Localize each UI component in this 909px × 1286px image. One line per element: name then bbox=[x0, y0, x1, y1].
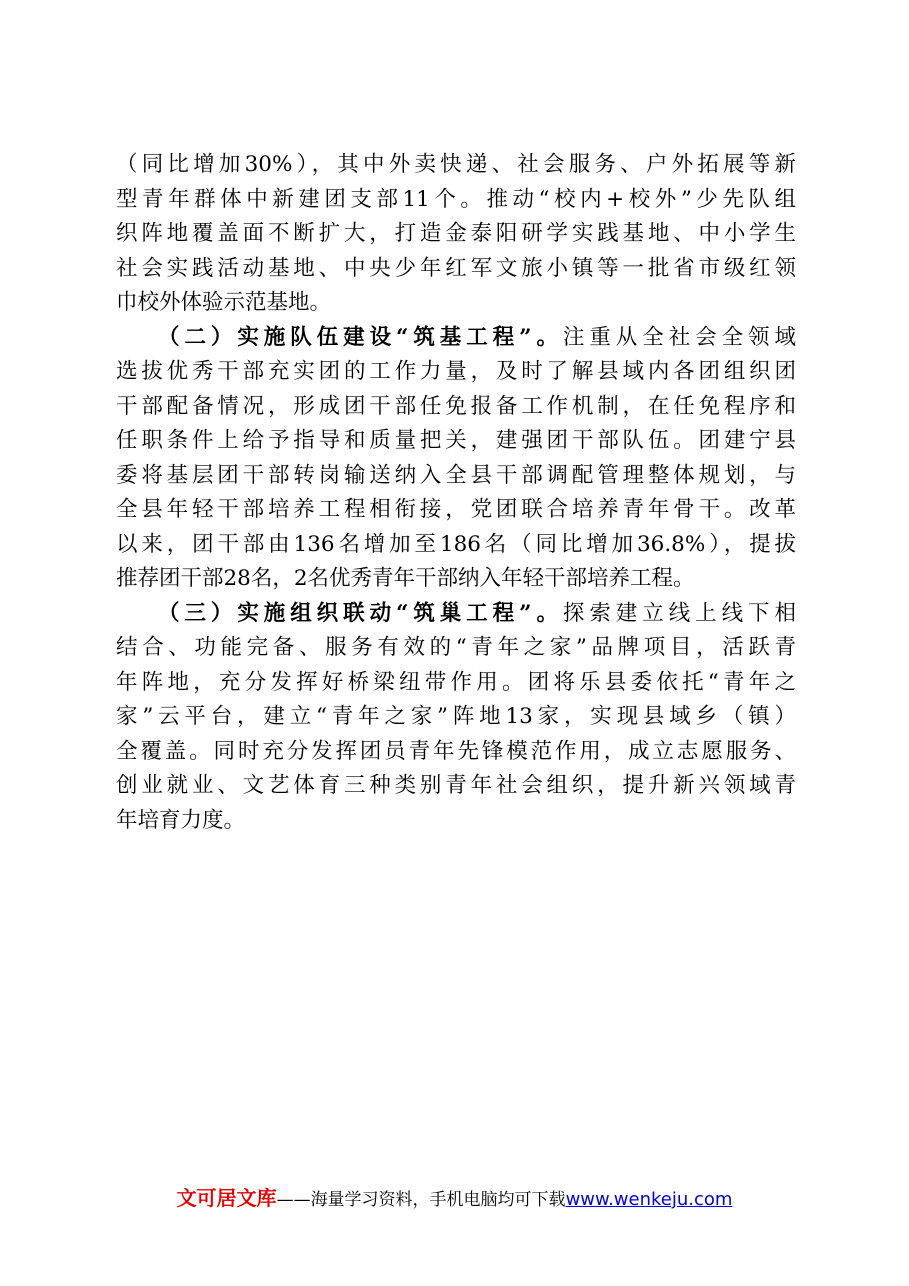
paragraph-line: 型青年群体中新建团支部11个。推动“校内+校外”少先队组 bbox=[116, 186, 796, 212]
footer-dash: —— bbox=[276, 1190, 311, 1210]
paragraph-line: 选拔优秀干部充实团的工作力量，及时了解县域内各团组织团 bbox=[116, 359, 796, 384]
footer-banner bbox=[0, 1182, 909, 1211]
footer-link[interactable]: www.wenkeju.com bbox=[565, 1189, 733, 1210]
paragraph-line: 推荐团干部28名，2名优秀青年干部纳入年轻干部培养工程。 bbox=[116, 566, 695, 591]
section-heading: （二）实施队伍建设“筑基工程”。 bbox=[158, 324, 563, 350]
paragraph-line: 年培育力度。 bbox=[116, 807, 246, 833]
paragraph-line: 巾校外体验示范基地。 bbox=[116, 290, 332, 315]
paragraph-line: 织阵地覆盖面不断扩大，打造金泰阳研学实践基地、中小学生 bbox=[116, 221, 796, 246]
paragraph-line: 结合、功能完备、服务有效的“青年之家”品牌项目，活跃青 bbox=[116, 635, 796, 660]
paragraph-line: 委将基层团干部转岗输送纳入全县干部调配管理整体规划，与 bbox=[116, 462, 796, 488]
footer-brand: 文可居文库 bbox=[176, 1186, 277, 1210]
paragraph-line: 年阵地，充分发挥好桥梁纽带作用。团将乐县委依托“青年之 bbox=[116, 669, 796, 695]
section-heading: （三）实施组织联动“筑巢工程”。 bbox=[158, 600, 563, 626]
paragraph-line: 干部配备情况，形成团干部任免报备工作机制，在任免程序和 bbox=[116, 393, 796, 419]
document-body bbox=[116, 148, 796, 838]
paragraph-line: （同比增加30%），其中外卖快递、社会服务、户外拓展等新 bbox=[116, 152, 796, 177]
paragraph-line: 家”云平台，建立“青年之家”阵地13家，实现县域乡（镇） bbox=[116, 704, 796, 729]
section-heading-line bbox=[116, 597, 796, 632]
paragraph-line: 全县年轻干部培养工程相衔接，党团联合培养青年骨干。改革 bbox=[116, 497, 796, 522]
paragraph-text: 注重从全社会全领域 bbox=[562, 324, 796, 350]
footer-slogan: 海量学习资料，手机电脑均可下载 bbox=[310, 1190, 566, 1210]
paragraph-line: 创业就业、文艺体育三种类别青年社会组织，提升新兴领域青 bbox=[116, 773, 796, 798]
paragraph-line: 全覆盖。同时充分发挥团员青年先锋模范作用，成立志愿服务、 bbox=[116, 738, 796, 764]
section-heading-line bbox=[116, 321, 796, 356]
paragraph-line: 社会实践活动基地、中央少年红军文旅小镇等一批省市级红领 bbox=[116, 255, 796, 281]
paragraph-line: 任职条件上给予指导和质量把关，建强团干部队伍。团建宁县 bbox=[116, 428, 796, 453]
paragraph-text: 探索建立线上线下相 bbox=[562, 600, 796, 626]
paragraph-line: 以来，团干部由136名增加至186名（同比增加36.8%），提拔 bbox=[116, 531, 796, 557]
